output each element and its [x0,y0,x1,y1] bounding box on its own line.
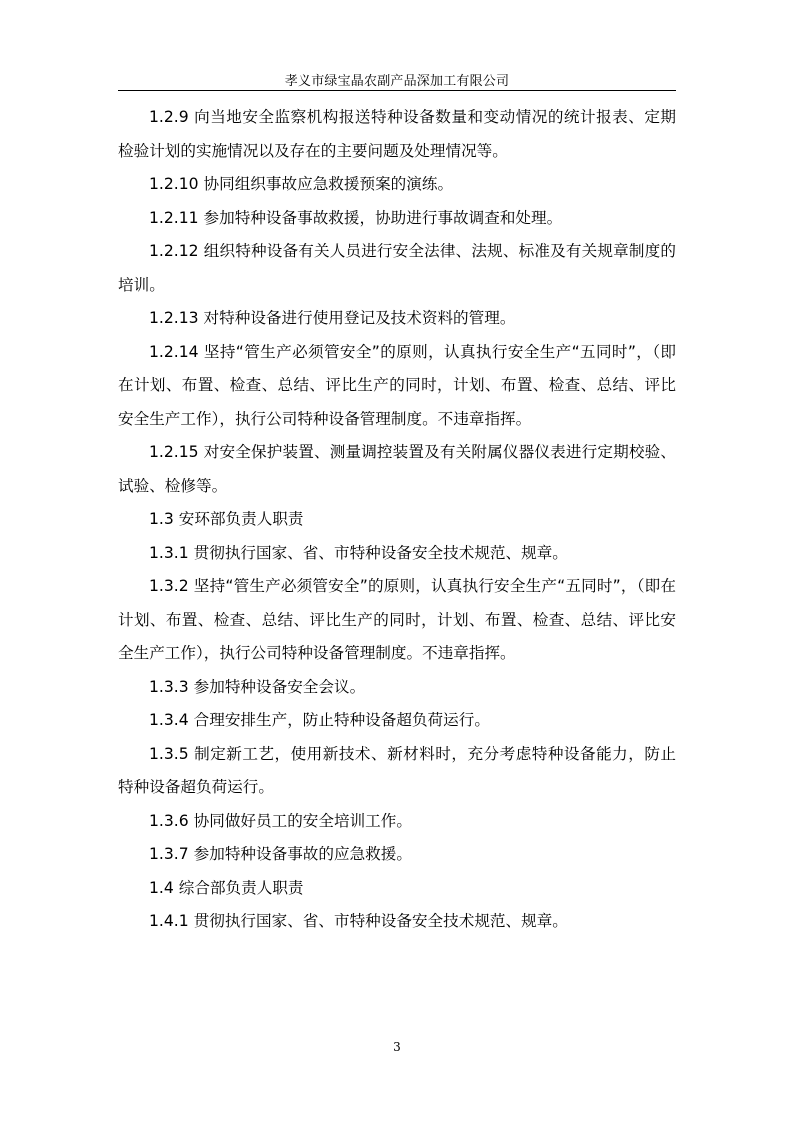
document-body [118,101,676,939]
paragraph-1-3-2: 1.3.2 坚持“管生产必须管安全”的原则，认真执行安全生产“五同时”，（即在计划、布置、检查、总结、评比生产的同时，计划、布置、检查、总结、评比安全生产工作），执行公司特种设备管理制度。不违章指挥。 [118,577,676,662]
paragraph-1-2-15: 1.2.15 对安全保护装置、测量调控装置及有关附属仪器仪表进行定期校验、试验、检修等。 [118,443,676,495]
paragraph-1-2-12: 1.2.12 组织特种设备有关人员进行安全法律、法规、标准及有关规章制度的培训。 [118,242,676,294]
header-company-name: 孝义市绿宝晶农副产品深加工有限公司 [284,74,510,89]
paragraph-1-3-6: 1.3.6 协同做好员工的安全培训工作。 [149,811,412,830]
section-heading-1-4: 1.4 综合部负责人职责 [149,878,304,897]
header-divider [118,90,676,91]
page-number: 3 [393,1040,401,1054]
section-heading-1-3: 1.3 安环部负责人职责 [149,510,304,528]
paragraph-1-4-1: 1.4.1 贯彻执行国家、省、市特种设备安全技术规范、规章。 [149,912,568,930]
paragraph-1-2-10: 1.2.10 协同组织事故应急救援预案的演练。 [149,175,454,193]
paragraph-1-2-11: 1.2.11 参加特种设备事故救援，协助进行事故调查和处理。 [149,208,563,227]
paragraph-1-2-14: 1.2.14 坚持“管生产必须管安全”的原则，认真执行安全生产“五同时”，（即在计划、布置、检查、总结、评比生产的同时，计划、布置、检查、总结、评比安全生产工作），执行公司特种设备管理制度。不违章指挥。 [118,342,676,428]
paragraph-1-3-3: 1.3.3 参加特种设备安全会议。 [149,677,366,696]
paragraph-1-3-1: 1.3.1 贯彻执行国家、省、市特种设备安全技术规范、规章。 [149,543,568,562]
paragraph-1-2-13: 1.2.13 对特种设备进行使用登记及技术资料的管理。 [149,309,516,327]
paragraph-1-2-9: 1.2.9 向当地安全监察机构报送特种设备数量和变动情况的统计报表、定期检验计划的实施情况以及存在的主要问题及处理情况等。 [118,108,676,160]
paragraph-1-3-5: 1.3.5 制定新工艺，使用新技术、新材料时，充分考虑特种设备能力，防止特种设备超负荷运行。 [118,744,676,796]
paragraph-1-3-4: 1.3.4 合理安排生产，防止特种设备超负荷运行。 [149,711,490,729]
paragraph-1-3-7: 1.3.7 参加特种设备事故的应急救援。 [149,845,412,863]
